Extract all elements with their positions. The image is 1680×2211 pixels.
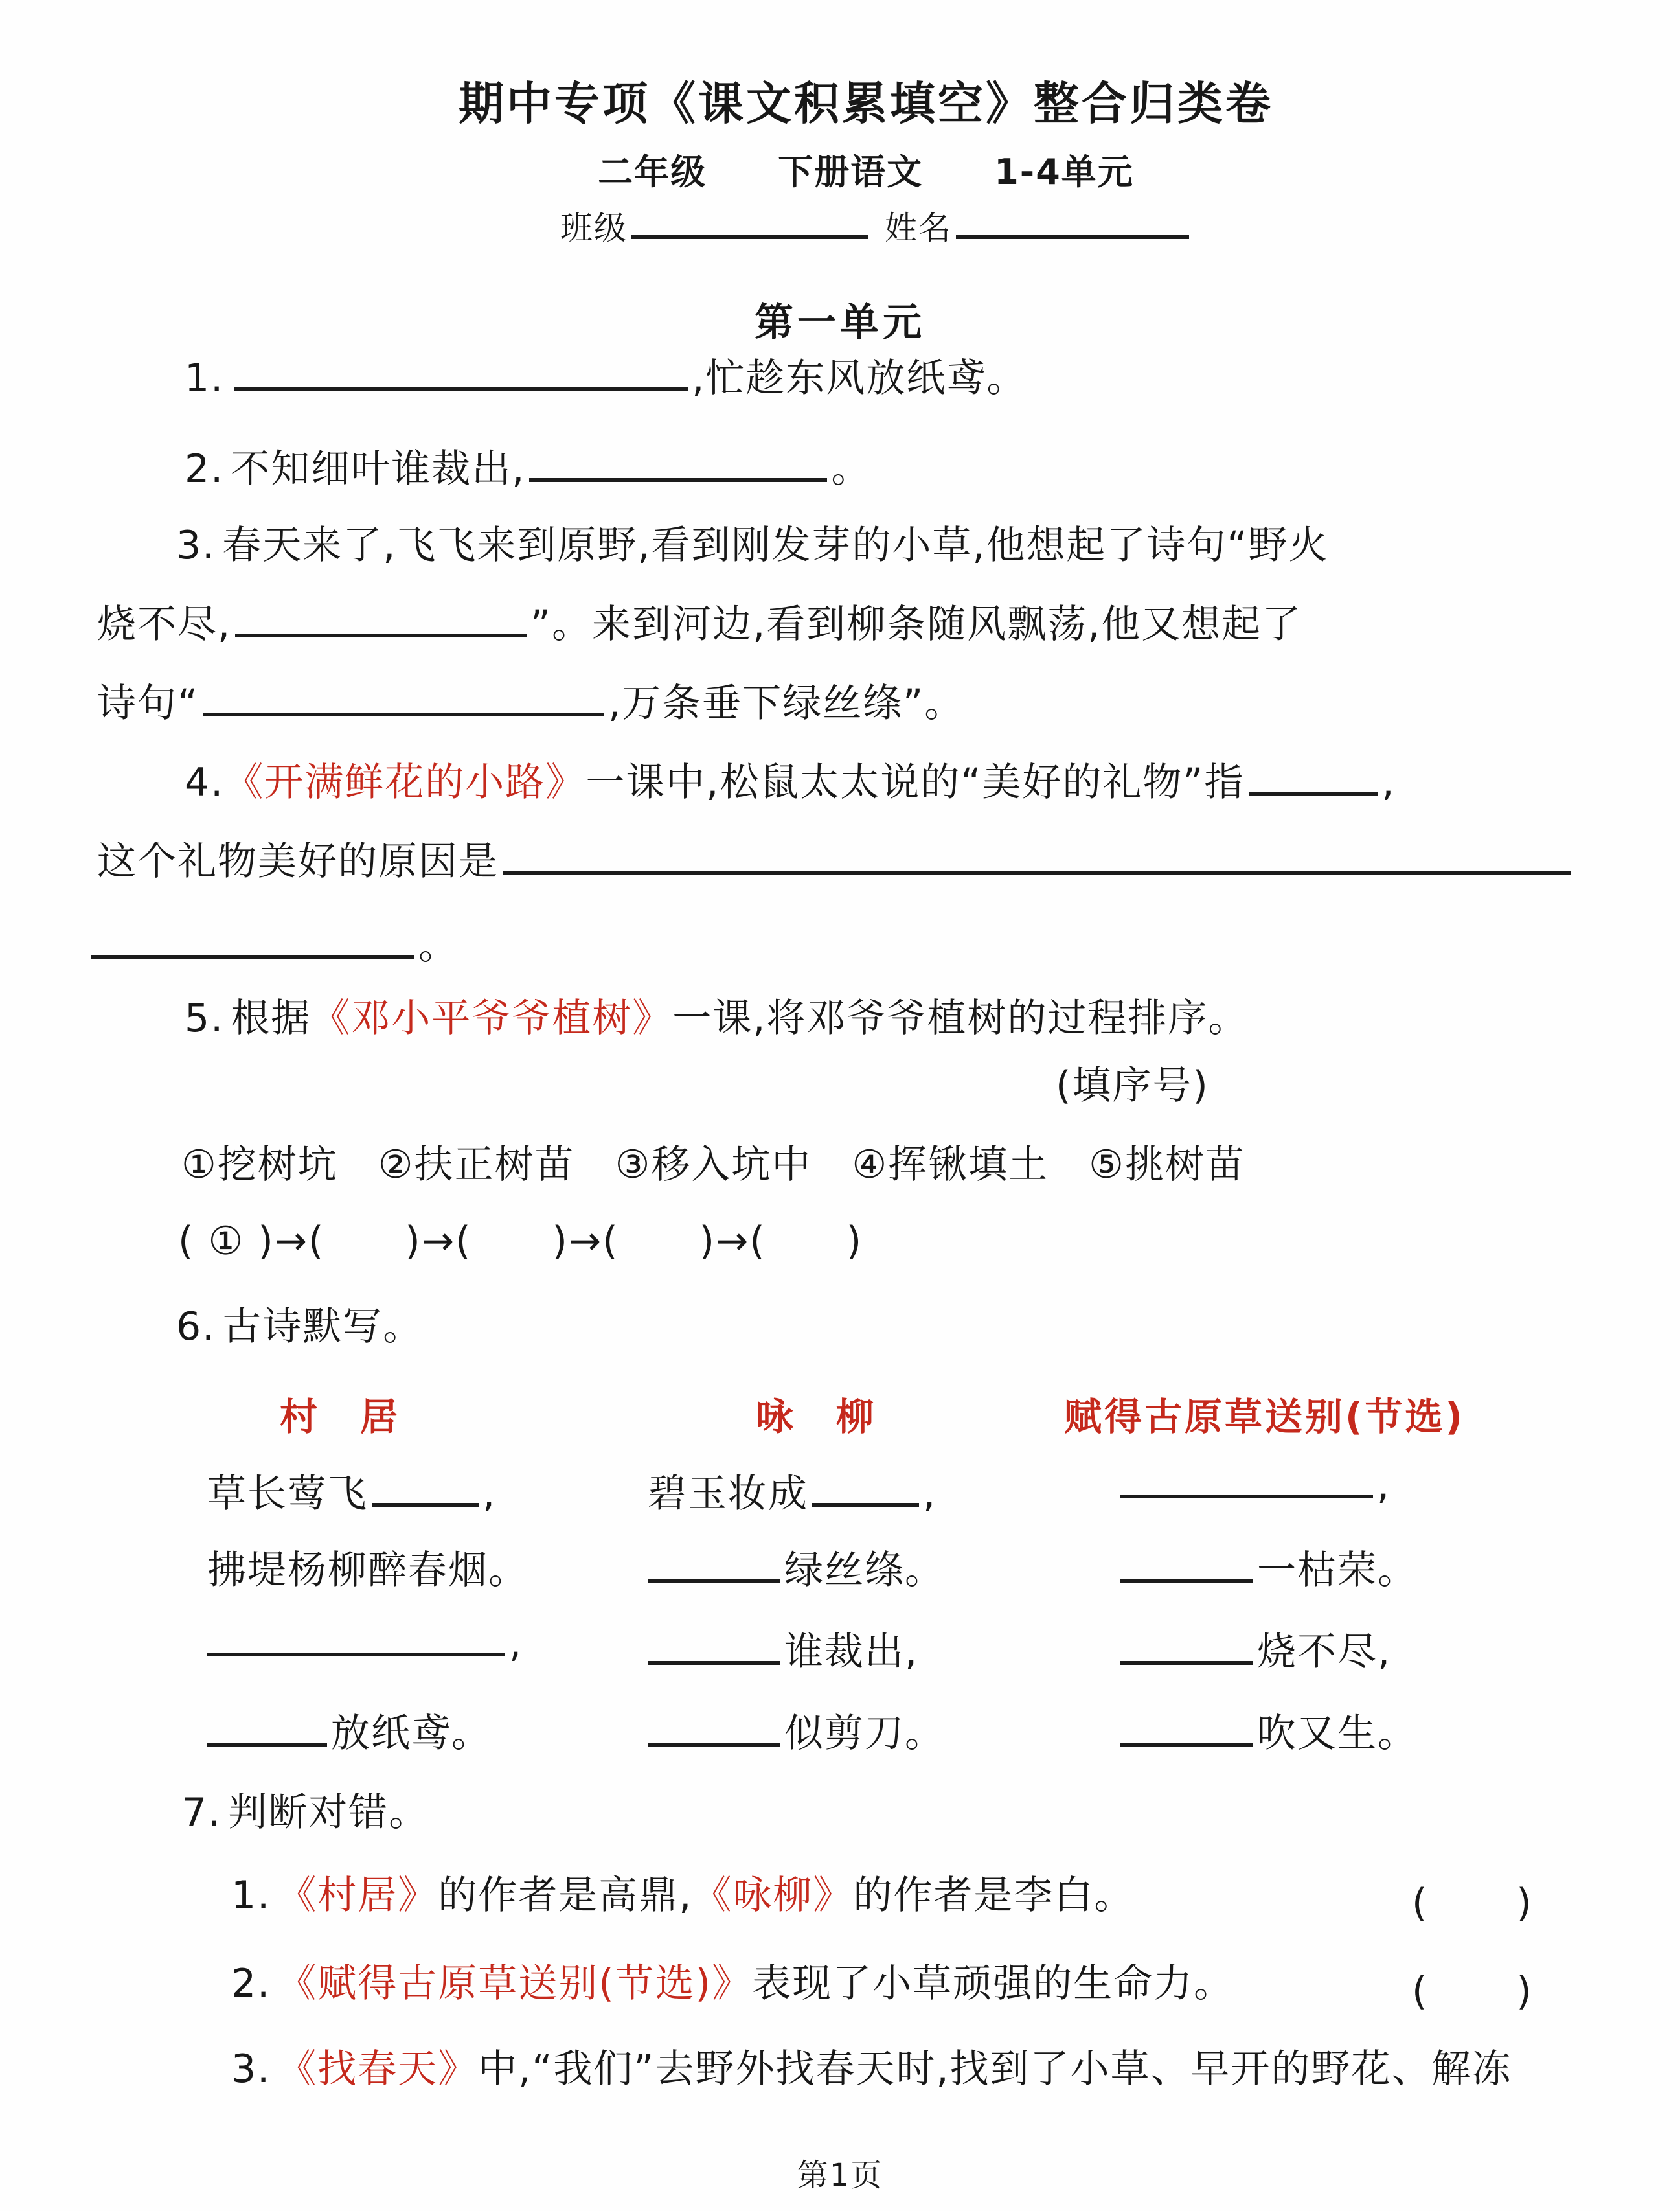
- poem-text: 碧玉妆成: [648, 1471, 808, 1517]
- poem-text: 烧不尽,: [1257, 1629, 1392, 1675]
- q1-blank-line: [234, 381, 688, 391]
- q5-text-post: 一课,将邓爷爷植树的过程排序。: [672, 996, 1249, 1041]
- subtitle-units: 1-4单元: [994, 152, 1134, 192]
- judge-1-book-title: 《村居》: [277, 1873, 438, 1918]
- q2-period: 。: [831, 446, 872, 492]
- name-label: 姓名: [885, 209, 952, 247]
- poem-row: [1120, 1539, 1418, 1595]
- subtitle-book: 下册语文: [778, 152, 924, 192]
- question-2: [185, 446, 871, 492]
- q4-comma: ,: [1381, 760, 1396, 805]
- judge-3-book-title: 《找春天》: [277, 2046, 479, 2092]
- question-5: [185, 995, 1248, 1042]
- judge-item-1: [231, 1872, 1134, 1919]
- q7-number: 7.: [182, 1790, 222, 1835]
- question-4-line-1: [185, 759, 1396, 806]
- class-label: 班级: [560, 209, 628, 247]
- q4-number: 4.: [185, 760, 225, 805]
- poem-text: 草长莺飞: [207, 1471, 368, 1517]
- poem-row: [1120, 1702, 1418, 1758]
- judge-1-number: 1.: [231, 1873, 271, 1918]
- q4-blank-line-3: [91, 948, 414, 959]
- poem-row: [207, 1539, 528, 1595]
- poem-text: 拂堤杨柳醉春烟。: [207, 1548, 528, 1593]
- poem-row: [1120, 1621, 1391, 1677]
- poem-blank-line: [1120, 1655, 1253, 1665]
- q3-blank-line-1: [235, 627, 527, 637]
- poem-text: 似剪刀。: [784, 1711, 945, 1756]
- poem-blank-line: [207, 1736, 327, 1747]
- poem-title-cunju: 村 居: [280, 1395, 401, 1439]
- poem-blank-line: [648, 1736, 780, 1747]
- q4-book-title: 《开满鲜花的小路》: [224, 760, 586, 805]
- student-info-row: [560, 209, 1193, 247]
- poem-text: 吹又生。: [1257, 1711, 1418, 1756]
- poem-text: 谁裁出,: [784, 1629, 919, 1675]
- page-title: 期中专项《课文积累填空》整合归类卷: [459, 77, 1273, 130]
- poem-row: [648, 1539, 945, 1595]
- question-3-line-3: [97, 680, 964, 727]
- page-footer: 第1页: [797, 2157, 883, 2194]
- q4-period: 。: [418, 923, 459, 968]
- poem-row: [1120, 1463, 1391, 1508]
- poem-blank-line: [1120, 1488, 1373, 1498]
- poem-title-yongliu: 咏 柳: [756, 1395, 877, 1439]
- poem-blank-line: [372, 1496, 479, 1507]
- poem-blank-line: [648, 1655, 780, 1665]
- judge-2-number: 2.: [231, 1961, 271, 2006]
- page-subtitle: [104, 152, 1628, 194]
- q2-text: 不知细叶谁裁出,: [231, 446, 526, 492]
- poem-blank-line: [812, 1496, 919, 1507]
- q7-label: 判断对错。: [228, 1790, 429, 1835]
- poem-title-fudegucaosongbie: 赋得古原草送别(节选): [1064, 1395, 1466, 1439]
- poem-text: 放纸鸢。: [331, 1711, 492, 1756]
- q6-label: 古诗默写。: [222, 1304, 424, 1349]
- q5-hint: (填序号): [1056, 1063, 1209, 1108]
- q3-text-3a: 诗句“: [97, 681, 199, 726]
- q1-text: ,忙趁东风放纸鸢。: [692, 356, 1027, 401]
- poem-text: ,: [1377, 1463, 1391, 1508]
- poem-blank-line: [207, 1646, 505, 1656]
- q2-number: 2.: [185, 446, 225, 492]
- q5-sequence: ( ① )→( )→( )→( )→( ): [178, 1219, 863, 1264]
- poem-text: ,: [482, 1471, 497, 1517]
- q6-number: 6.: [176, 1304, 216, 1349]
- section-heading: 第一单元: [755, 300, 925, 345]
- q4-text-1: 一课中,松鼠太太说的“美好的礼物”指: [585, 760, 1245, 805]
- question-1: [185, 355, 1027, 402]
- judge-2-text: 表现了小草顽强的生命力。: [752, 1961, 1234, 2006]
- judge-1-book-title-2: 《咏柳》: [692, 1873, 854, 1918]
- judge-item-2: [231, 1960, 1234, 2007]
- q5-number: 5.: [185, 996, 225, 1041]
- q4-blank-line-1: [1249, 785, 1378, 796]
- q2-blank-line: [529, 472, 827, 482]
- q5-book-title: 《邓小平爷爷植树》: [311, 996, 673, 1041]
- judge-item-3: [231, 2046, 1512, 2092]
- q4-text-2: 这个礼物美好的原因是: [97, 839, 499, 884]
- poem-row: [207, 1621, 523, 1666]
- q4-blank-line-2: [503, 865, 1571, 875]
- name-blank-line: [956, 229, 1189, 239]
- poem-row: [207, 1463, 496, 1518]
- question-7: [182, 1789, 429, 1836]
- judge-1-text-2: 的作者是李白。: [853, 1873, 1135, 1918]
- judge-1-text-1: 的作者是高鼎,: [438, 1873, 693, 1918]
- question-4-line-3: [91, 922, 459, 969]
- poem-row: [648, 1621, 918, 1677]
- poem-text: ,: [923, 1471, 937, 1517]
- question-3-line-2: [97, 601, 1302, 648]
- question-3-line-1: [176, 522, 1329, 569]
- poem-row: [207, 1702, 492, 1758]
- q3-blank-line-2: [203, 706, 604, 716]
- poem-text: 一枯荣。: [1257, 1548, 1418, 1593]
- subtitle-grade: 二年级: [598, 152, 707, 192]
- q3-text-3b: ,万条垂下绿丝绦”。: [608, 681, 965, 726]
- q5-options: ①挖树坑 ②扶正树苗 ③移入坑中 ④挥锹填土 ⑤挑树苗: [181, 1142, 1245, 1187]
- q3-text-1: 春天来了,飞飞来到原野,看到刚发芽的小草,他想起了诗句“野火: [222, 523, 1329, 568]
- judge-2-book-title: 《赋得古原草送别(节选)》: [277, 1961, 753, 2006]
- judge-2-answer-paren: ( ): [1412, 1969, 1536, 2014]
- q3-text-2b: ”。来到河边,看到柳条随风飘荡,他又想起了: [530, 602, 1302, 647]
- q1-number: 1.: [185, 356, 225, 401]
- poem-blank-line: [1120, 1573, 1253, 1583]
- poem-text: ,: [509, 1621, 523, 1666]
- question-4-line-2: [97, 838, 1575, 885]
- poem-row: [648, 1463, 936, 1518]
- judge-3-text: 中,“我们”去野外找春天时,找到了小草、早开的野花、解冻: [478, 2046, 1512, 2092]
- q3-text-2a: 烧不尽,: [97, 602, 232, 647]
- poem-row: [648, 1702, 945, 1758]
- class-blank-line: [631, 229, 868, 239]
- question-6: [176, 1303, 423, 1350]
- q3-number: 3.: [176, 523, 216, 568]
- poem-blank-line: [648, 1573, 780, 1583]
- judge-1-answer-paren: ( ): [1412, 1881, 1536, 1926]
- poem-blank-line: [1120, 1736, 1253, 1747]
- poem-text: 绿丝绦。: [784, 1548, 945, 1593]
- q5-text-pre: 根据: [231, 996, 312, 1041]
- judge-3-number: 3.: [231, 2046, 271, 2092]
